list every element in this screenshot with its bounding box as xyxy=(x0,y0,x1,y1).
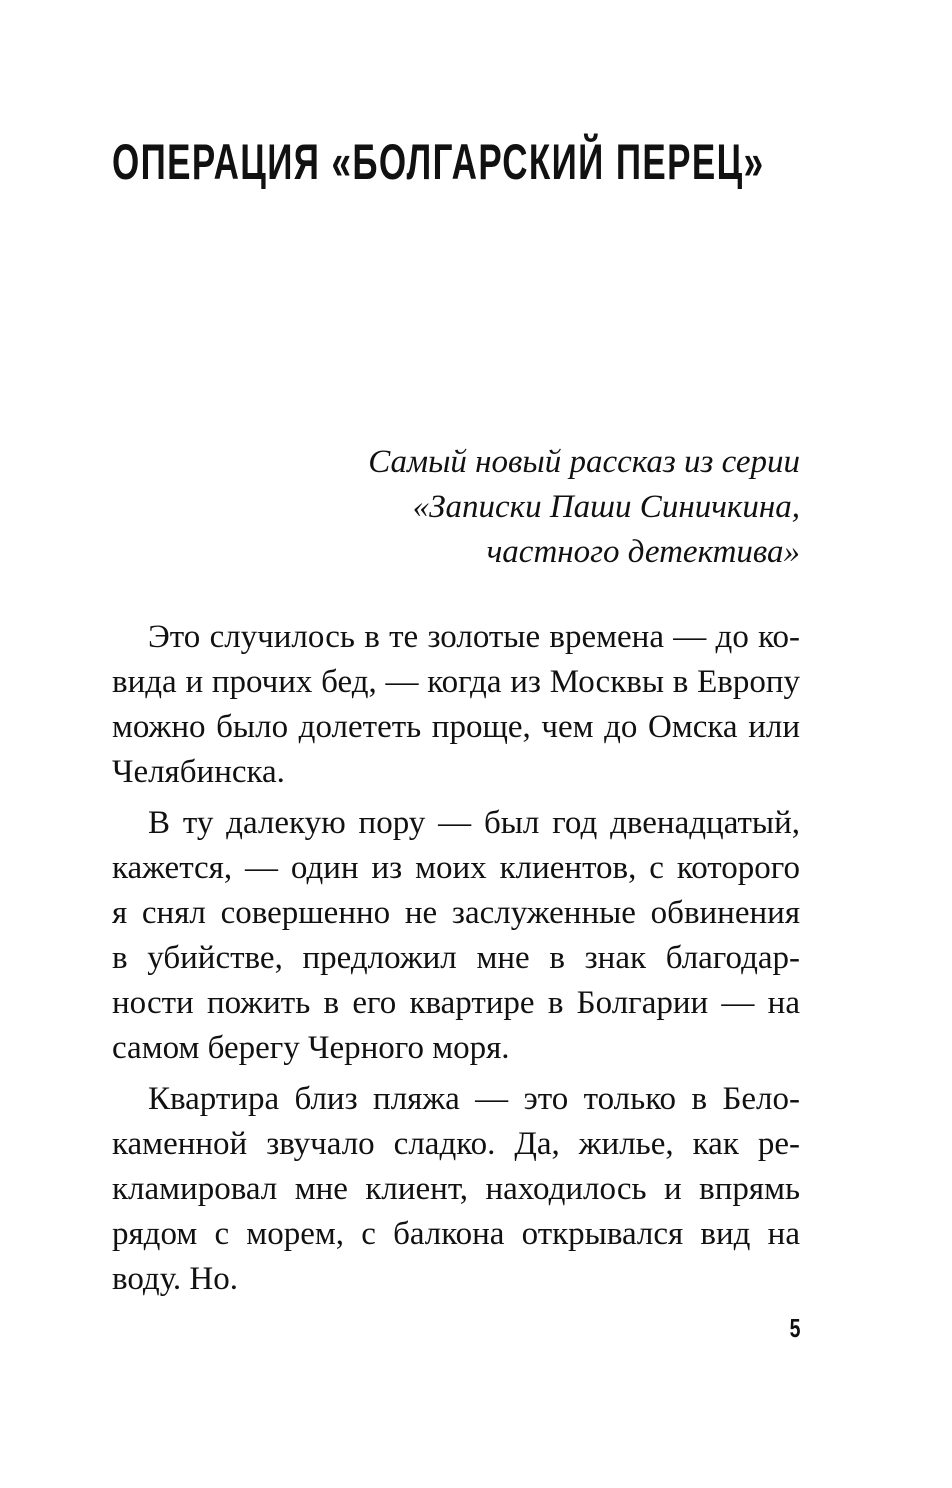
epigraph-line: частного детектива» xyxy=(486,534,800,570)
text-line: ности пожить в его квартире в Болгарии — на xyxy=(112,985,800,1021)
epigraph-line: «Записки Паши Синичкина, xyxy=(412,489,800,525)
text-line: каменной звучало сладко. Да, жилье, как ре- xyxy=(112,1126,800,1162)
text-line: рядом с морем, с балкона открывался вид на xyxy=(112,1216,800,1252)
text-line: В ту далекую пору — был год двенадцатый, xyxy=(148,805,800,841)
text-line: я снял совершенно не заслуженные обвинения xyxy=(112,895,800,931)
text-line: самом берегу Черного моря. xyxy=(112,1030,510,1066)
text-line: кламировал мне клиент, находилось и впрямь xyxy=(112,1171,800,1207)
paragraph xyxy=(112,801,800,1071)
paragraph xyxy=(112,615,800,795)
epigraph-line: Самый новый рассказ из серии xyxy=(368,444,800,480)
text-line: в убийстве, предложил мне в знак благодар- xyxy=(112,940,800,976)
text-line: Челябинска. xyxy=(112,754,285,790)
text-line: можно было долететь проще, чем до Омска или xyxy=(112,709,800,745)
text-line: вида и прочих бед, — когда из Москвы в Европу xyxy=(112,664,800,700)
paragraph xyxy=(112,1077,800,1302)
text-line: воду. Но. xyxy=(112,1261,238,1297)
chapter-title: ОПЕРАЦИЯ «БОЛГАРСКИЙ ПЕРЕЦ» xyxy=(112,134,765,190)
body-text xyxy=(112,615,800,1308)
text-line: Квартира близ пляжа — это только в Бело- xyxy=(148,1081,800,1117)
text-line: Это случилось в те золотые времена — до ко- xyxy=(148,619,800,655)
epigraph xyxy=(240,440,800,575)
text-line: кажется, — один из моих клиентов, с которого xyxy=(112,850,800,886)
page-number: 5 xyxy=(789,1313,800,1343)
